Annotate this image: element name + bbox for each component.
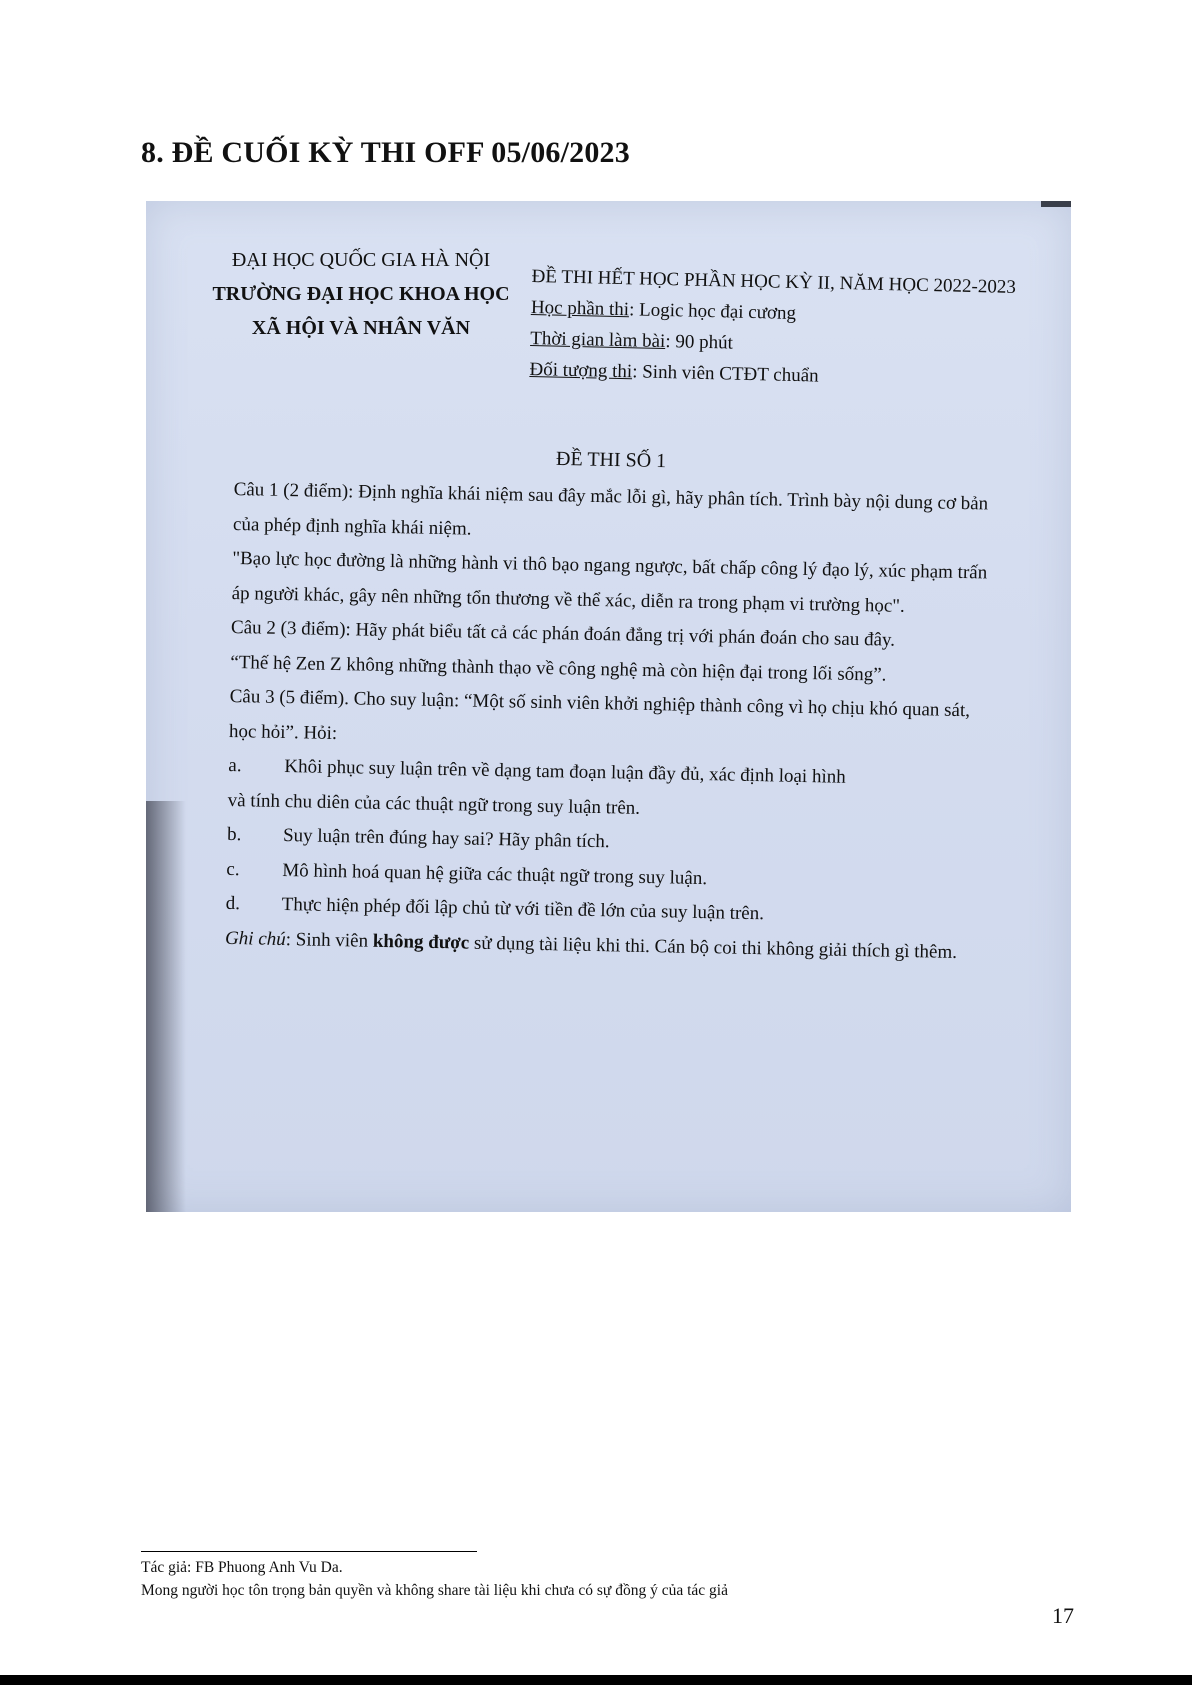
time-value: : 90 phút — [665, 331, 734, 354]
note-post: sử dụng tài liệu khi thi. Cán bộ coi thi không giải thích gì thêm. — [468, 932, 958, 963]
item-text: Thực hiện phép đối lập chủ từ với tiền đề lớn của suy luận trên. — [281, 893, 765, 925]
question-3-item-a-cont: và tính chu diên của các thuật ngữ trong suy luận trên. — [227, 789, 641, 819]
exam-number: ĐỀ THI SỐ 1 — [555, 447, 667, 473]
page-number: 17 — [1052, 1603, 1074, 1628]
bottom-edge-bar — [0, 1675, 1192, 1685]
question-1-quote: "Bạo lực học đường là những hành vi thô bạo ngang ngược, bất chấp công lý đạo lý, xúc phạm trấn áp người khác, gây nên những tổn thương về thể xác, diễn ra trong phạm vi trường học". — [231, 547, 988, 617]
university-header — [201, 243, 521, 345]
exam-questions — [225, 473, 994, 971]
exam-photo — [146, 201, 1071, 1212]
item-label: b. — [226, 823, 242, 846]
footnote-copyright: Mong người học tôn trọng bản quyền và không share tài liệu khi chưa có sự đồng ý của tác giả — [141, 1582, 728, 1599]
item-text: Suy luận trên đúng hay sai? Hãy phân tích. — [282, 825, 610, 853]
course-label: Học phần thi — [530, 296, 630, 321]
item-label: c. — [226, 858, 240, 880]
question-2-quote: “Thế hệ Zen Z không những thành thạo về công nghệ mà còn hiện đại trong lối sống”. — [230, 651, 887, 686]
note-pre: : Sinh viên — [285, 928, 374, 952]
note-label: Ghi chú — [224, 927, 286, 950]
question-2: Câu 2 (3 điểm): Hãy phát biểu tất cả các phán đoán đẳng trị với phán đoán cho sau đây. — [230, 616, 896, 651]
time-label: Thời gian làm bài — [530, 327, 666, 353]
footnote-divider — [141, 1551, 477, 1552]
footnote — [141, 1556, 728, 1602]
university-name: ĐẠI HỌC QUỐC GIA HÀ NỘI — [231, 249, 491, 271]
item-text: Mô hình hoá quan hệ giữa các thuật ngữ trong suy luận. — [282, 859, 708, 889]
course-value: : Logic học đại cương — [628, 299, 797, 325]
note-bold: không được — [372, 930, 470, 954]
target-value: : Sinh viên CTĐT chuẩn — [631, 361, 819, 387]
photo-finger-shadow — [146, 801, 186, 1212]
school-name-line2: XÃ HỘI VÀ NHÂN VĂN — [251, 317, 471, 339]
section-title: 8. ĐỀ CUỐI KỲ THI OFF 05/06/2023 — [141, 136, 630, 169]
question-3: Câu 3 (5 điểm). Cho suy luận: “Một số sinh viên khởi nghiệp thành công vì họ chịu khó quan sát, học hỏi”. Hỏi: — [228, 685, 971, 744]
item-text: Khôi phục suy luận trên về dạng tam đoạn luận đầy đủ, xác định loại hình — [284, 756, 846, 788]
item-label: d. — [225, 892, 241, 915]
target-label: Đối tượng thi — [529, 358, 633, 383]
exam-info-header — [529, 261, 1052, 397]
footnote-author: Tác giả: FB Phuong Anh Vu Da. — [141, 1559, 343, 1576]
school-name-line1: TRƯỜNG ĐẠI HỌC KHOA HỌC — [212, 283, 510, 305]
exam-title: ĐỀ THI HẾT HỌC PHẦN HỌC KỲ II, NĂM HỌC 2022-2023 — [531, 265, 1017, 298]
photo-corner-shadow — [1041, 201, 1071, 207]
item-label: a. — [228, 754, 242, 777]
question-1: Câu 1 (2 điểm): Định nghĩa khái niệm sau đây mắc lỗi gì, hãy phân tích. Trình bày nội dung cơ bản của phép định nghĩa khái niệm. — [232, 478, 989, 540]
